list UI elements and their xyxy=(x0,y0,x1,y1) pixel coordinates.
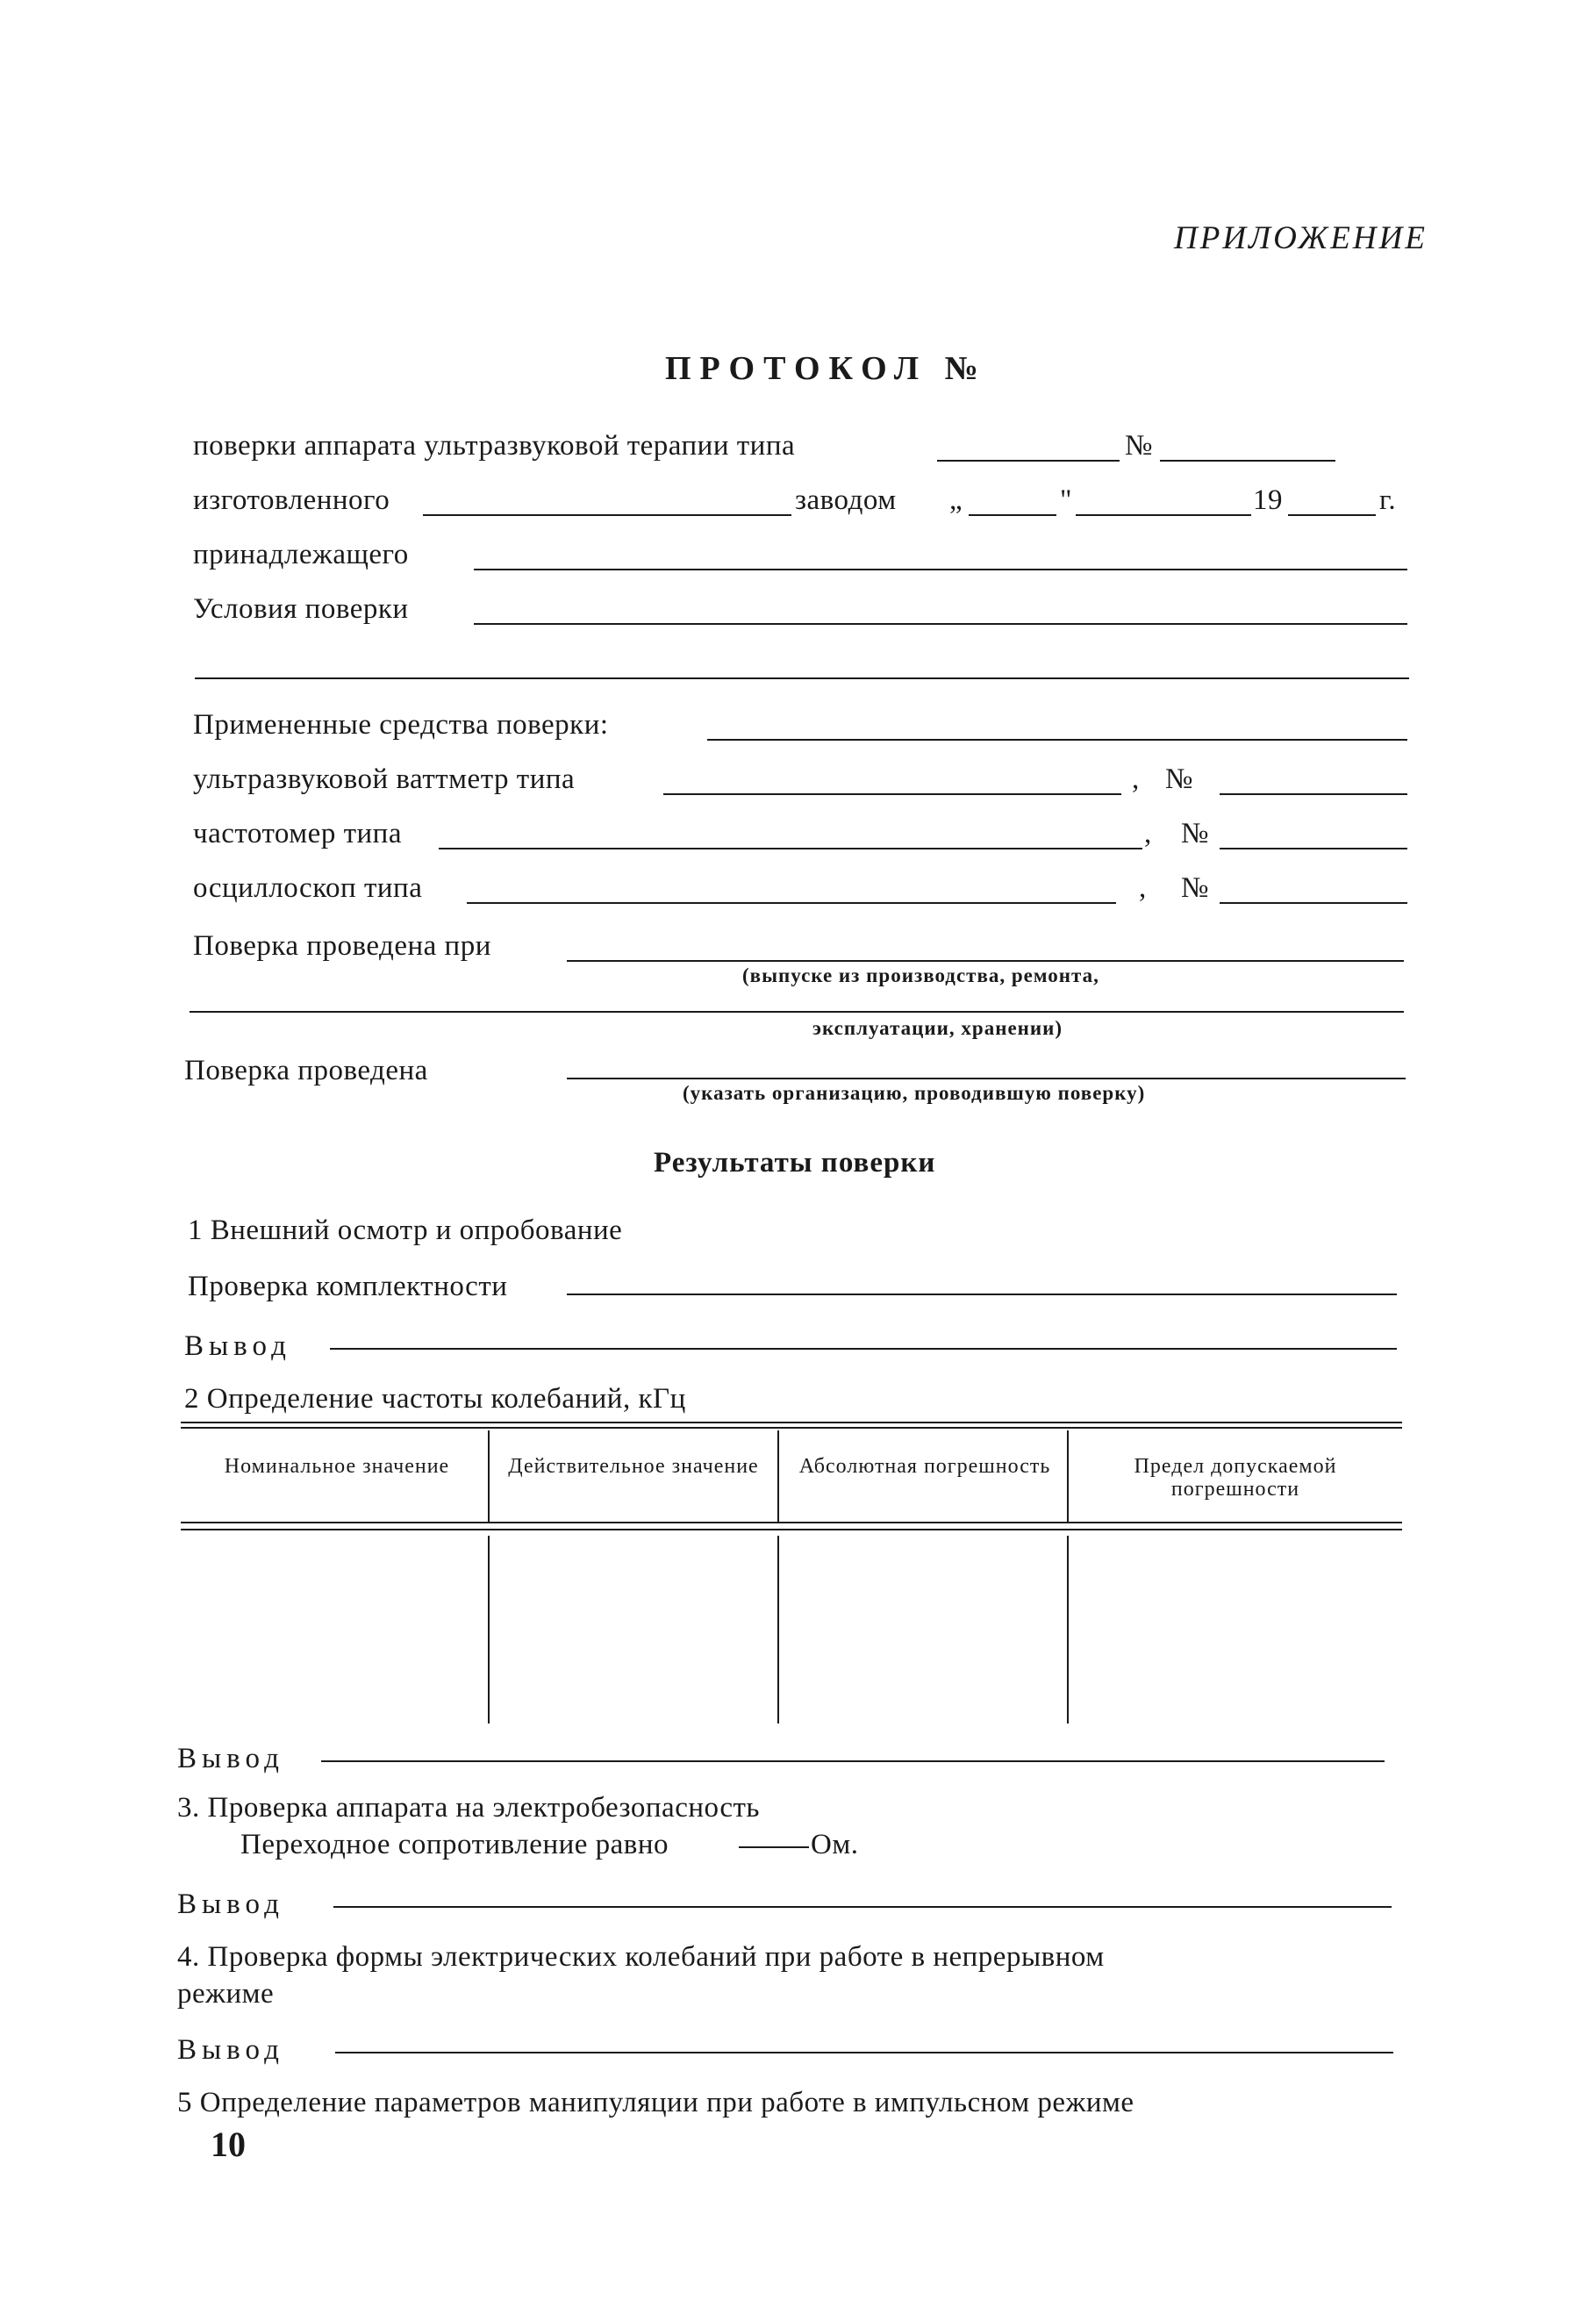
wattmeter-number-mark: № xyxy=(1165,763,1193,795)
item3-resistance-label: Переходное сопротивление равно xyxy=(240,1829,669,1860)
date-quote-open: „ xyxy=(949,484,963,516)
performed-at-field[interactable] xyxy=(567,960,1404,962)
year-suffix: г. xyxy=(1379,484,1397,516)
item2-label: 2 Определение частоты колебаний, кГц xyxy=(184,1383,686,1415)
table-header-rule xyxy=(181,1522,1402,1523)
wattmeter-label: ультразвуковой ваттметр типа xyxy=(193,763,576,795)
item1-conclusion-label: Вывод xyxy=(184,1330,291,1362)
frequency-meter-number-field[interactable] xyxy=(1220,848,1407,849)
table-col-divider-2-body xyxy=(777,1536,779,1724)
resistance-unit: Ом. xyxy=(811,1829,859,1860)
table-col-divider-2-header xyxy=(777,1430,779,1522)
frequency-meter-comma: , xyxy=(1144,818,1152,849)
oscilloscope-comma: , xyxy=(1139,872,1147,904)
item1-conclusion-field[interactable] xyxy=(330,1348,1397,1350)
date-day-field[interactable] xyxy=(969,514,1056,516)
table-header-rule-2 xyxy=(181,1529,1402,1530)
protocol-title: ПРОТОКОЛ № xyxy=(665,350,987,387)
manufactured-label: изготовленного xyxy=(193,484,390,516)
table-col-divider-3-body xyxy=(1067,1536,1069,1724)
means-label: Примененные средства поверки: xyxy=(193,709,609,741)
item3-label: 3. Проверка аппарата на электробезопасность xyxy=(177,1792,760,1824)
wattmeter-number-field[interactable] xyxy=(1220,793,1407,795)
year-prefix: 19 xyxy=(1253,484,1283,516)
manufacturer-field[interactable] xyxy=(423,514,791,516)
conditions-field[interactable] xyxy=(474,623,1407,625)
item4-conclusion-label: Вывод xyxy=(177,2034,284,2066)
performed-at-label: Поверка проведена при xyxy=(193,930,491,962)
frequency-meter-type-field[interactable] xyxy=(439,848,1142,849)
item2-conclusion-label: Вывод xyxy=(177,1743,284,1774)
device-number-field[interactable] xyxy=(1160,460,1335,462)
completeness-label: Проверка комплектности xyxy=(188,1271,508,1302)
oscilloscope-number-field[interactable] xyxy=(1220,902,1407,904)
table-col-divider-1-body xyxy=(488,1536,490,1724)
table-top-rule-2 xyxy=(181,1427,1402,1429)
wattmeter-comma: , xyxy=(1132,763,1140,795)
table-header-nominal: Номинальное значение xyxy=(224,1455,450,1478)
owner-label: принадлежащего xyxy=(193,539,409,570)
item3-conclusion-field[interactable] xyxy=(333,1906,1392,1908)
appendix-heading: ПРИЛОЖЕНИЕ xyxy=(1174,220,1428,256)
results-title: Результаты поверки xyxy=(654,1147,936,1179)
means-field[interactable] xyxy=(707,739,1407,741)
table-header-absolute-error: Абсолютная погрешность xyxy=(798,1455,1051,1478)
frequency-meter-label: частотомер типа xyxy=(193,818,402,849)
frequency-meter-number-mark: № xyxy=(1181,818,1209,849)
plant-label: заводом xyxy=(795,484,897,516)
item3-conclusion-label: Вывод xyxy=(177,1888,284,1920)
performed-by-hint: (указать организацию, проводившую поверку) xyxy=(683,1082,1146,1104)
wattmeter-type-field[interactable] xyxy=(663,793,1121,795)
performed-at-hint-2: эксплуатации, хранении) xyxy=(812,1017,1063,1039)
item4-conclusion-field[interactable] xyxy=(335,2052,1393,2053)
owner-field[interactable] xyxy=(474,569,1407,570)
performed-at-hint-1: (выпуске из производства, ремонта, xyxy=(742,964,1099,986)
date-month-field[interactable] xyxy=(1076,514,1251,516)
resistance-field[interactable] xyxy=(739,1846,809,1848)
table-col-divider-3-header xyxy=(1067,1430,1069,1522)
page-number: 10 xyxy=(211,2125,246,2164)
table-header-actual: Действительное значение xyxy=(508,1455,759,1478)
date-year-field[interactable] xyxy=(1288,514,1376,516)
table-header-error-limit: Предел допускаемой погрешности xyxy=(1134,1455,1337,1501)
oscilloscope-label: осциллоскоп типа xyxy=(193,872,423,904)
completeness-field[interactable] xyxy=(567,1294,1397,1295)
item1-label: 1 Внешний осмотр и опробование xyxy=(188,1215,623,1246)
conditions-label: Условия поверки xyxy=(193,593,409,625)
performed-by-field[interactable] xyxy=(567,1078,1406,1079)
item4-label: 4. Проверка формы электрических колебаний при работе в непрерывном xyxy=(177,1941,1105,1973)
date-quote-close: " xyxy=(1060,484,1072,516)
device-type-label: поверки аппарата ультразвуковой терапии типа xyxy=(193,430,796,462)
table-top-rule xyxy=(181,1422,1402,1423)
oscilloscope-number-mark: № xyxy=(1181,872,1209,904)
device-type-field[interactable] xyxy=(937,460,1120,462)
item2-conclusion-field[interactable] xyxy=(321,1760,1385,1762)
oscilloscope-type-field[interactable] xyxy=(467,902,1116,904)
device-number-mark: № xyxy=(1125,430,1153,462)
table-col-divider-1-header xyxy=(488,1430,490,1522)
performed-at-field-continued[interactable] xyxy=(190,1011,1404,1013)
conditions-field-continued[interactable] xyxy=(195,677,1409,679)
item4-label-continued: режиме xyxy=(177,1978,275,2010)
performed-by-label: Поверка проведена xyxy=(184,1055,428,1086)
item5-label: 5 Определение параметров манипуляции при работе в импульсном режиме xyxy=(177,2087,1134,2118)
